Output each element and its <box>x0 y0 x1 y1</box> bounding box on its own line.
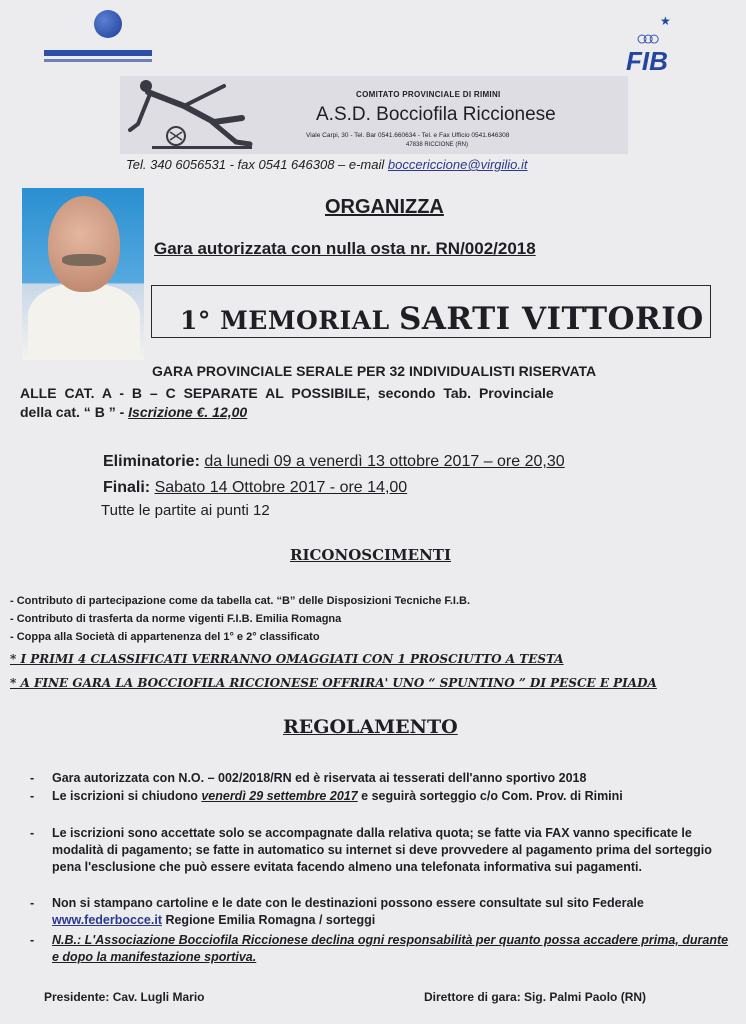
rule-item <box>30 895 732 929</box>
logo-subbar <box>44 59 152 62</box>
disclaimer-text: N.B.: L'Associazione Bocciofila Riccionese declina ogni responsabilità per quanto possa accadere prima, durante e dopo la manifestazione sportiva. <box>52 933 729 964</box>
rule-bullet: - <box>30 933 35 947</box>
points-rule: Tutte le partite ai punti 12 <box>101 502 270 519</box>
rule-text: Le iscrizioni sono accettate solo se accompagnate dalla relativa quota; se fatte via FAX vanno specificate le modalità di pagamento; se fatte in automatico su internet si deve provvedere al pagamento prima del sorteggio pena l'esclusione che può essere evitata facendo almeno una telefonata informativa sui pagamenti. <box>52 826 712 874</box>
club-address: Viale Carpi, 30 - Tel. Bar 0541.660634 - Tel. e Fax Ufficio 0541.646308 <box>306 132 510 139</box>
award-item: - Contributo di partecipazione come da tabella cat. “B” delle Disposizioni Tecniche F.I.B. <box>10 595 471 607</box>
rule-bullet: - <box>30 771 35 785</box>
bocce-player-icon <box>124 78 254 152</box>
rule-item <box>30 932 732 966</box>
rule-text: Non si stampano cartoline e le date con le destinazioni possono essere consultate sul sito Federale www.federbocce.it Regione Emilia Romagna / sorteggi <box>52 896 644 927</box>
organizza-heading: ORGANIZZA <box>325 196 444 218</box>
eliminatorie-dates: da lunedi 09 a venerdì 13 ottobre 2017 – ore 20,30 <box>204 453 565 470</box>
contact-phones: Tel. 340 6056531 - fax 0541 646308 – e-mail <box>126 157 388 172</box>
contact-line <box>126 157 528 172</box>
contact-email-link[interactable]: boccericcione@virgilio.it <box>387 157 528 172</box>
award-item: - Contributo di trasferta da norme vigenti F.I.B. Emilia Romagna <box>10 613 342 625</box>
club-city: 47838 RICCIONE (RN) <box>406 142 469 148</box>
logo-bar <box>44 50 152 56</box>
star-icon: ★ <box>660 14 671 28</box>
club-name: A.S.D. Bocciofila Riccionese <box>316 104 556 125</box>
rule-item <box>30 825 732 876</box>
rule-bullet: - <box>30 896 35 910</box>
eliminatorie-line <box>103 453 565 471</box>
club-committee: COMITATO PROVINCIALE DI RIMINI <box>356 90 501 99</box>
finali-label: Finali: <box>103 479 151 496</box>
event-title <box>180 301 704 337</box>
fib-logo-text: FIB <box>626 46 668 76</box>
event-title-name: SARTI VITTORIO <box>398 301 704 337</box>
committee-logo <box>44 8 154 64</box>
bocce-ball-icon <box>94 10 122 38</box>
eliminatorie-label: Eliminatorie: <box>103 453 200 470</box>
rule-text: Gara autorizzata con N.O. – 002/2018/RN ed è riservata ai tesserati dell'anno sportivo 2018 <box>52 771 587 785</box>
rule-bullet: - <box>30 826 35 840</box>
memorial-portrait <box>22 188 144 360</box>
registration-fee: Iscrizione €. 12,00 <box>128 404 248 420</box>
race-director: Direttore di gara: Sig. Palmi Paolo (RN) <box>424 990 647 1004</box>
riconoscimenti-heading: RICONOSCIMENTI <box>290 546 451 564</box>
award-item-spuntino: * A FINE GARA LA BOCCIOFILA RICCIONESE OFFRIRA' UNO “ SPUNTINO ” DI PESCE E PIADA <box>10 676 657 690</box>
rule-item <box>30 788 732 805</box>
federbocce-link[interactable]: www.federbocce.it <box>52 913 162 927</box>
rule-text: Le iscrizioni si chiudono venerdì 29 settembre 2017 e seguirà sorteggio c/o Com. Prov. di Rimini <box>52 789 623 803</box>
gara-description-2: ALLE CAT. A - B – C SEPARATE AL POSSIBILE, secondo Tab. Provinciale <box>20 385 554 401</box>
regolamento-heading: REGOLAMENTO <box>283 716 458 738</box>
rule-bullet: - <box>30 789 35 803</box>
gara-description-3 <box>20 404 247 420</box>
award-item: - Coppa alla Società di appartenenza del 1° e 2° classificato <box>10 631 320 643</box>
finali-date: Sabato 14 Ottobre 2017 - ore 14,00 <box>154 479 408 496</box>
president-signature: Presidente: Cav. Lugli Mario <box>44 990 205 1004</box>
gara-category: della cat. “ B ” - <box>20 404 129 420</box>
gara-description-1: GARA PROVINCIALE SERALE PER 32 INDIVIDUALISTI RISERVATA <box>152 363 597 379</box>
award-item-prosciutto: * I PRIMI 4 CLASSIFICATI VERRANNO OMAGGIATI CON 1 PROSCIUTTO A TESTA <box>10 652 564 666</box>
closing-date: venerdì 29 settembre 2017 <box>201 789 358 803</box>
olympic-rings-icon: ○○○ <box>636 28 655 50</box>
authorization-line: Gara autorizzata con nulla osta nr. RN/002/2018 <box>154 239 536 258</box>
finali-line <box>103 479 407 497</box>
fib-logo <box>626 14 694 76</box>
event-title-prefix: 1° MEMORIAL <box>180 306 399 335</box>
rule-item <box>30 770 732 787</box>
